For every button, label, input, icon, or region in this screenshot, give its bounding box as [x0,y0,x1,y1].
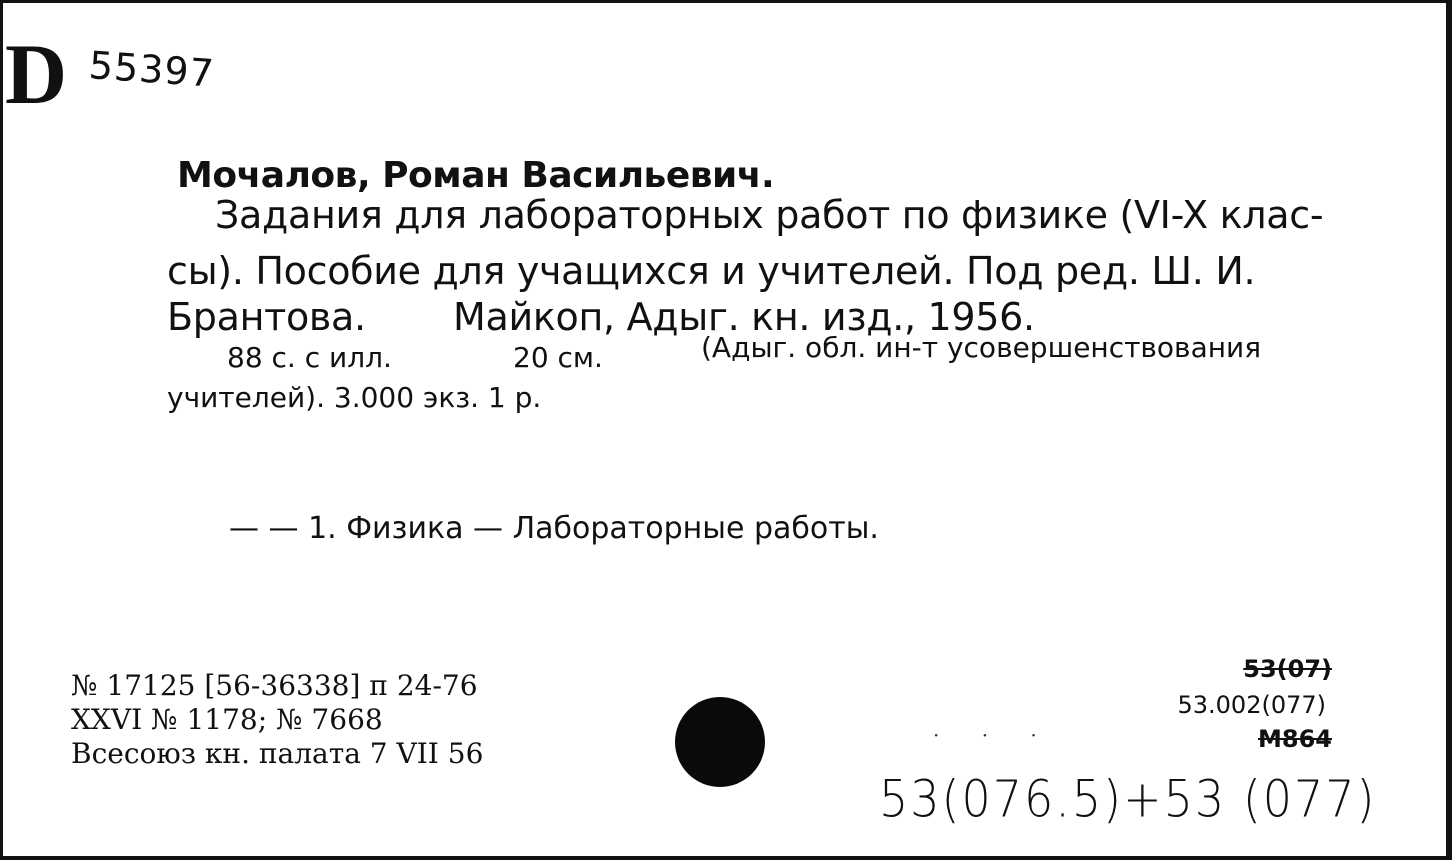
imprint: Майкоп, Адыг. кн. изд., 1956. [453,295,1035,339]
author-heading: Мочалов, Роман Васильевич. [177,155,775,196]
collation-pages: 88 с. с илл. [227,341,392,374]
subject-tracing: — — 1. Физика — Лабораторные работы. [229,511,879,546]
title-line-1: Задания для лабораторных работ по физике (VI-X клас- [215,193,1324,237]
collection-mark-letter: D [5,26,68,122]
collation-size: 20 см. [513,341,603,374]
series-note-line-1: (Адыг. обл. ин-т усовершенствования [701,331,1262,364]
classification-crossed-top: 53(07) [1243,655,1332,683]
series-note-line-2: учителей). 3.000 экз. 1 р. [167,381,542,414]
title-line-3: Брантова. [167,295,366,339]
inventory-number: 55397 [87,43,217,96]
handwritten-classification: 53(076.5)+53 (077) [879,769,1377,829]
registration-line-2: XXVI № 1178; № 7668 [71,703,383,736]
registration-line-1: № 17125 [56-36338] п 24-76 [71,669,478,702]
registration-line-3: Всесоюз кн. палата 7 VII 56 [71,737,484,770]
title-line-2: сы). Пособие для учащихся и учителей. Под ред. Ш. И. [167,249,1256,293]
speck-dots: · · · [933,723,1055,747]
classification-crossed-bottom: М864 [1258,725,1332,753]
classification-current: 53.002(077) [1177,691,1326,719]
punch-hole [675,697,765,787]
